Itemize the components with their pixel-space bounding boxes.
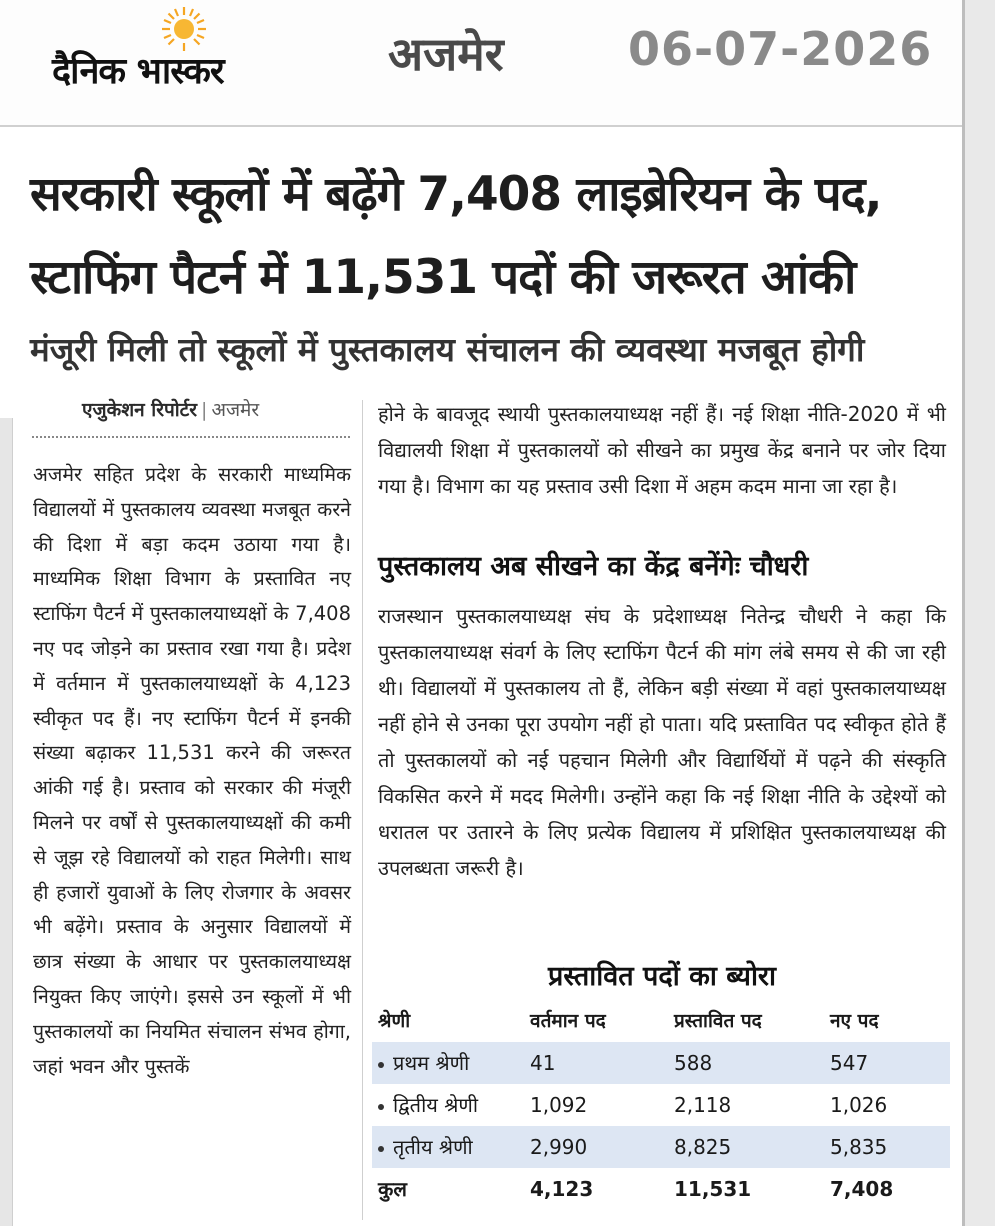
bullet-icon [378, 1104, 384, 1110]
table-title: प्रस्तावित पदों का ब्योरा [548, 961, 776, 992]
dotted-divider [32, 436, 350, 438]
bullet-icon [378, 1062, 384, 1068]
newspaper-logo: दैनिक भास्कर [52, 51, 224, 92]
table-cell: 1,092 [530, 1093, 588, 1117]
table-total-cell: 11,531 [674, 1177, 752, 1201]
table-header-cell: वर्तमान पद [530, 1010, 606, 1032]
table-cell: 5,835 [830, 1135, 888, 1159]
article-right-column-body: राजस्थान पुस्तकालयाध्यक्ष संघ के प्रदेशाध्यक्ष नितेन्द्र चौधरी ने कहा कि पुस्तकालयाध्यक्ष संवर्ग के लिए स्टाफिंग पैटर्न की मांग लंबे समय से की जा रही थी। विद्यालयों में पुस्तकालय तो हैं, लेकिन बड़ी संख्या में वहां पुस्तकालयाध्यक्ष नहीं होने से उनका पूरा उपयोग नहीं हो पाता। यदि प्रस्तावित पद स्वीकृत होते हैं तो पुस्तकालयों को नई पहचान मिलेगी और विद्यार्थियों में पढ़ने की संस्कृति विकसित करने में मदद मिलेगी। उन्होंने कहा कि नई शिक्षा नीति के उद्देश्यों को धरातल पर उतारने के लिए प्रत्येक विद्यालय में प्रशिक्षित पुस्तकालयाध्यक्ष की उपलब्धता जरूरी है। [378, 604, 946, 880]
table-header-row [372, 1000, 950, 1042]
masthead-divider [0, 125, 962, 127]
table-row [372, 1084, 950, 1126]
table-header-cell: नए पद [830, 1010, 879, 1032]
table-cell: 588 [674, 1051, 713, 1075]
left-page-edge [0, 418, 13, 1226]
table-cell: 2,118 [674, 1093, 732, 1117]
right-page-edge [962, 0, 995, 1226]
table-cell-category [378, 1126, 473, 1168]
edition-date: 06-07-2026 [628, 22, 933, 76]
headline-line-2: स्टाफिंग पैटर्न में 11,531 पदों की जरूरत आंकी [30, 250, 856, 305]
table-cell-text: द्वितीय श्रेणी [393, 1093, 479, 1117]
byline [82, 396, 259, 422]
headline-line-1: सरकारी स्कूलों में बढ़ेंगे 7,408 लाइब्रेरियन के पद, [30, 167, 882, 222]
table-total-label: कुल [378, 1177, 407, 1201]
byline-place: अजमेर [211, 399, 260, 421]
table-cell: 1,026 [830, 1093, 888, 1117]
article-subheading: पुस्तकालय अब सीखने का केंद्र बनेंगेः चौधरी [378, 551, 809, 582]
article-left-column: अजमेर सहित प्रदेश के सरकारी माध्यमिक विद्यालयों में पुस्तकालय व्यवस्था मजबूत करने की दिशा में बड़ा कदम उठाया गया है। माध्यमिक शिक्षा विभाग के प्रस्तावित नए स्टाफिंग पैटर्न में पुस्तकालयाध्यक्षों के 7,408 नए पद जोड़ने का प्रस्ताव रखा गया है। प्रदेश में वर्तमान में पुस्तकालयाध्यक्षों के 4,123 स्वीकृत पद हैं। नए स्टाफिंग पैटर्न में इनकी संख्या बढ़ाकर 11,531 करने की जरूरत आंकी गई है। प्रस्ताव को सरकार की मंजूरी मिलने पर वर्षों से पुस्तकालयाध्यक्षों की कमी से जूझ रहे विद्यालयों को राहत मिलेगी। साथ ही हजारों युवाओं के लिए रोजगार के अवसर भी बढ़ेंगे। प्रस्ताव के अनुसार विद्यालयों में छात्र संख्या के आधार पर पुस्तकालयाध्यक्ष नियुक्त किए जाएंगे। इससे उन स्कूलों में भी पुस्तकालयों का नियमित संचालन संभव होगा, जहां भवन और पुस्तकें [33, 463, 351, 1078]
table-cell: 8,825 [674, 1135, 732, 1159]
table-cell: 2,990 [530, 1135, 588, 1159]
table-cell-category [378, 1042, 469, 1084]
table-header-cell: श्रेणी [378, 1010, 411, 1032]
table-header-cell: प्रस्तावित पद [674, 1010, 762, 1032]
column-divider [362, 400, 363, 1220]
table-total-cell: 4,123 [530, 1177, 594, 1201]
bullet-icon [378, 1146, 384, 1152]
table-cell-text: तृतीय श्रेणी [393, 1135, 473, 1159]
table-cell: 41 [530, 1051, 556, 1075]
table-cell-text: प्रथम श्रेणी [393, 1051, 470, 1075]
table-row [372, 1042, 950, 1084]
edition-city: अजमेर [388, 27, 504, 81]
table-cell-category [378, 1084, 478, 1126]
table-row [372, 1126, 950, 1168]
subheadline: मंजूरी मिली तो स्कूलों में पुस्तकालय संचालन की व्यवस्था मजबूत होगी [30, 330, 865, 369]
byline-separator: | [201, 399, 208, 421]
table-cell: 547 [830, 1051, 869, 1075]
table-total-cell: 7,408 [830, 1177, 894, 1201]
masthead [0, 0, 962, 125]
byline-reporter: एजुकेशन रिपोर्टर [82, 399, 198, 421]
article-right-column-top: होने के बावजूद स्थायी पुस्तकालयाध्यक्ष नहीं हैं। नई शिक्षा नीति-2020 में भी विद्यालयी शिक्षा में पुस्तकालयों को सीखने का प्रमुख केंद्र बनाने पर जोर दिया गया है। विभाग का यह प्रस्ताव उसी दिशा में अहम कदम माना जा रहा है। [378, 402, 946, 498]
table-total-row [372, 1168, 950, 1210]
posts-table [372, 1000, 950, 1210]
